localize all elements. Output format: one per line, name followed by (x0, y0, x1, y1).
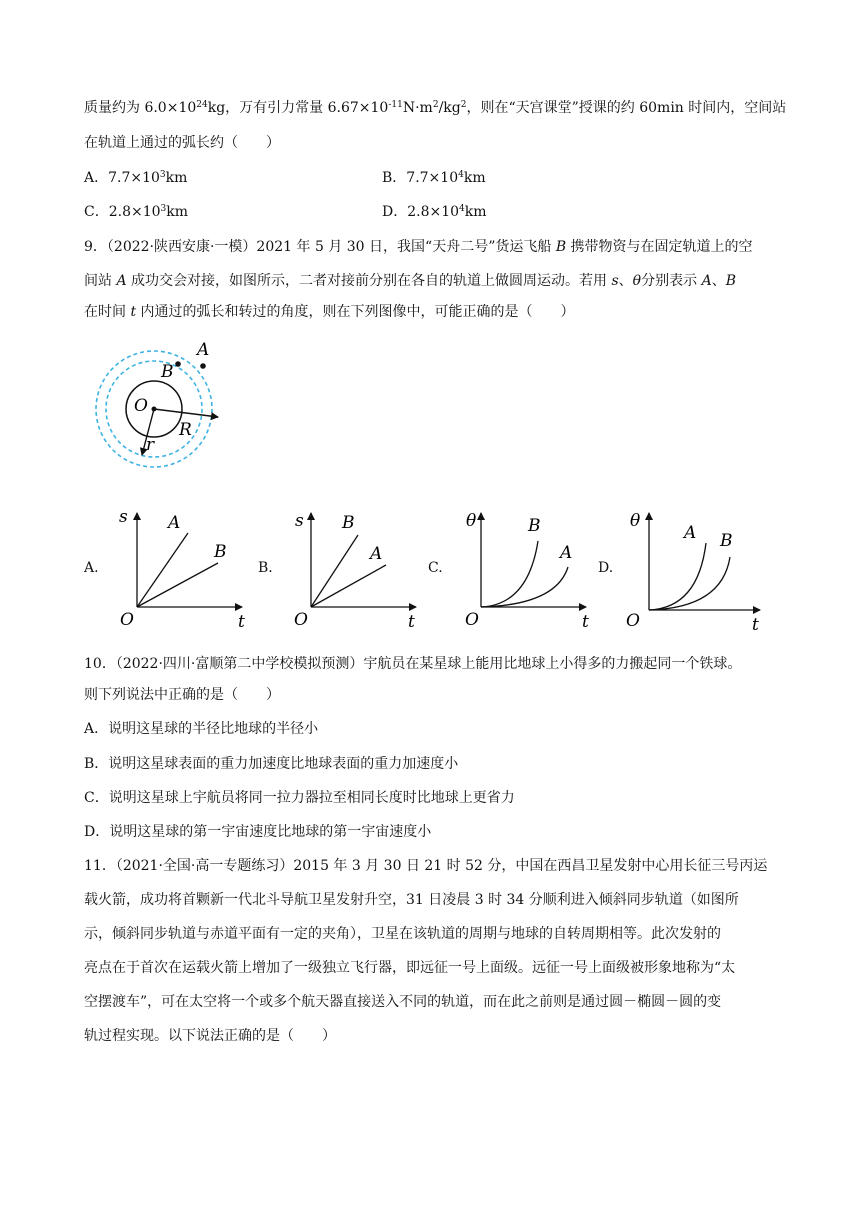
q8-option-d[interactable]: D．$2.8\times 10^4km$ (382, 204, 487, 220)
q8-exp: -11 (388, 100, 403, 110)
orbit-figure (82, 338, 232, 468)
svg-text:A: A (168, 513, 181, 533)
svg-text:B: B (342, 513, 355, 533)
svg-text:A: A (684, 523, 697, 543)
q9-line-2: 间站 A 成功交会对接，如图所示，二者对接前分别在各自的轨道上做圆周运动。若用 s、θ分别表示 A、B (84, 273, 736, 289)
q10-option-a[interactable]: A．说明这星球的半径比地球的半径小 (84, 721, 319, 737)
q8-exp: 2 (432, 100, 439, 110)
satellite-a (200, 363, 206, 369)
svg-text:t: t (238, 612, 245, 630)
q11-line-3: 示，倾斜同步轨道与赤道平面有一定的夹角），卫星在该轨道的周期与地球的自转周期相等。此次发射的 (84, 926, 721, 942)
q10-option-d[interactable]: D．说明这星球的第一宇宙速度比地球的第一宇宙速度小 (84, 824, 432, 840)
label-a: A (197, 340, 210, 360)
radius-R-arrow (154, 409, 218, 417)
curve-upper (481, 541, 538, 607)
q10-line-1: 10．（2022·四川·富顺第二中学校模拟预测）宇航员在某星球上能用比地球上小得多的力搬起同一个铁球。 (84, 656, 742, 672)
label-r-small: r (146, 435, 155, 455)
q11-line-4: 亮点在于首次在运载火箭上增加了一级独立飞行器，即远征一号上面级。远征一号上面级被形象地称为“太 (84, 960, 736, 976)
q8-text: /kg (438, 100, 461, 116)
curve-lower (649, 557, 730, 610)
q8-line-2: 在轨道上通过的弧长约（ ） (84, 135, 280, 151)
q9-line-3: 在时间 t 内通过的弧长和转过的角度，则在下列图像中，可能正确的是（ ） (84, 304, 575, 320)
svg-text:θ: θ (630, 511, 641, 531)
q8-text: kg，万有引力常量 6.67×10 (207, 100, 389, 116)
q9-option-c[interactable]: C. (428, 560, 443, 576)
svg-text:B: B (528, 516, 541, 536)
q11-line-5: 空摆渡车”，可在太空将一个或多个航天器直接送入不同的轨道，而在此之前则是通过圆－椭圆－圆的变 (84, 994, 722, 1010)
q9-line-1: 9．（2022·陕西安康·一模）2021 年 5 月 30 日，我国“天舟二号”货运飞船 B 携带物资与在固定轨道上的空 (84, 239, 753, 255)
q9-option-a[interactable]: A. (84, 560, 99, 576)
q8-line-1 (84, 98, 787, 118)
q8-text: 质量约为 6.0×10 (84, 100, 197, 116)
line-lower (311, 565, 386, 607)
graph-a (112, 505, 252, 630)
svg-text:A: A (560, 543, 573, 563)
svg-text:t: t (752, 615, 759, 630)
q11-line-6: 轨过程实现。以下说法正确的是（ ） (84, 1028, 336, 1044)
label-b: B (161, 362, 174, 382)
line-upper (137, 533, 188, 607)
satellite-b (175, 361, 181, 367)
svg-text:s: s (295, 511, 304, 531)
line-upper (311, 535, 358, 607)
graph-c (456, 505, 596, 630)
svg-text:B: B (214, 542, 227, 562)
q9-option-b[interactable]: B. (258, 560, 273, 576)
graph-d (624, 505, 769, 630)
graph-b (286, 505, 426, 630)
q8-option-a[interactable]: A．$7.7\times 10^3km$ (84, 170, 188, 186)
svg-text:O: O (294, 610, 308, 630)
q11-line-2: 载火箭，成功将首颗新一代北斗导航卫星发射升空，31 日凌晨 3 时 34 分顺利进入倾斜同步轨道（如图所 (84, 892, 739, 908)
svg-text:B: B (720, 531, 733, 551)
q8-text: N·m (402, 100, 433, 116)
q8-option-b[interactable]: B．$7.7\times 10^4km$ (382, 170, 486, 186)
q10-option-b[interactable]: B．说明这星球表面的重力加速度比地球表面的重力加速度小 (84, 756, 459, 772)
svg-text:t: t (408, 612, 415, 630)
svg-text:O: O (626, 611, 640, 630)
svg-text:s: s (119, 507, 128, 527)
q8-text: ，则在“天宫课堂”授课的约 60min 时间内，空间站 (466, 100, 787, 116)
label-r-big: R (179, 420, 192, 440)
svg-text:A: A (370, 544, 383, 564)
q10-line-2: 则下列说法中正确的是（ ） (84, 687, 280, 703)
svg-text:O: O (465, 610, 479, 630)
svg-text:t: t (582, 612, 589, 630)
q8-exp: 24 (196, 100, 208, 110)
label-o: O (134, 396, 148, 416)
q10-option-c[interactable]: C．说明这星球上宇航员将同一拉力器拉至相同长度时比地球上更省力 (84, 790, 515, 806)
svg-text:θ: θ (466, 511, 477, 531)
curve-lower (481, 567, 568, 607)
line-lower (137, 563, 218, 607)
q11-line-1: 11．（2021·全国·高一专题练习）2015 年 3 月 30 日 21 时 52 分，中国在西昌卫星发射中心用长征三号丙运 (84, 858, 768, 874)
q9-option-d[interactable]: D. (598, 560, 614, 576)
q8-option-c[interactable]: C．$2.8\times 10^3km$ (84, 204, 189, 220)
q8-exp: 2 (460, 100, 467, 110)
svg-text:O: O (120, 610, 134, 630)
